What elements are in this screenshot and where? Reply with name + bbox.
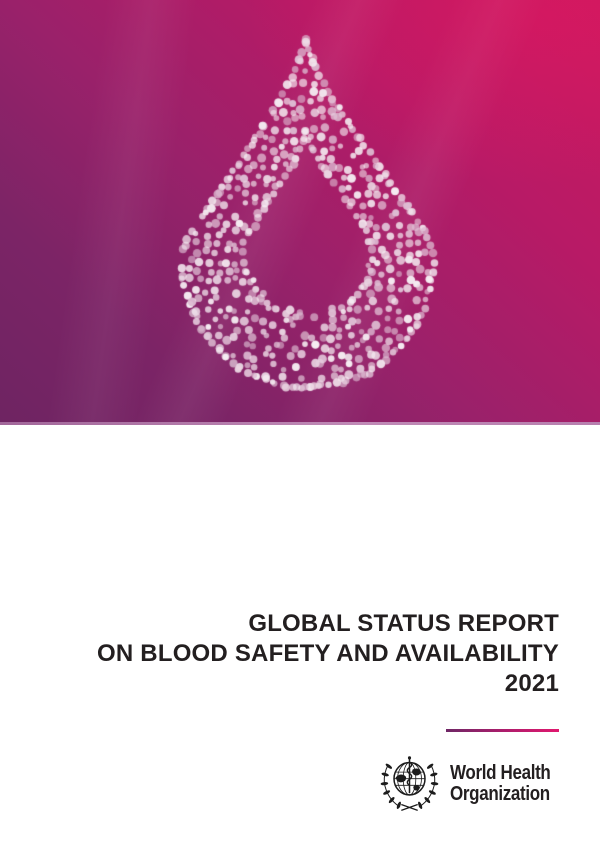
cover-bottom-edge [0, 422, 600, 425]
title-line-1: GLOBAL STATUS REPORT [248, 610, 559, 637]
who-logo-line-2: Organization [450, 783, 550, 805]
title-line-2: ON BLOOD SAFETY AND AVAILABILITY [97, 640, 559, 667]
who-emblem-icon [378, 751, 441, 817]
who-logo-line-1: World Health [450, 762, 551, 784]
accent-divider [446, 729, 559, 732]
who-logo-text [450, 763, 550, 805]
title-line-3: 2021 [504, 670, 559, 697]
page-title [97, 609, 559, 699]
who-logo [378, 751, 568, 817]
